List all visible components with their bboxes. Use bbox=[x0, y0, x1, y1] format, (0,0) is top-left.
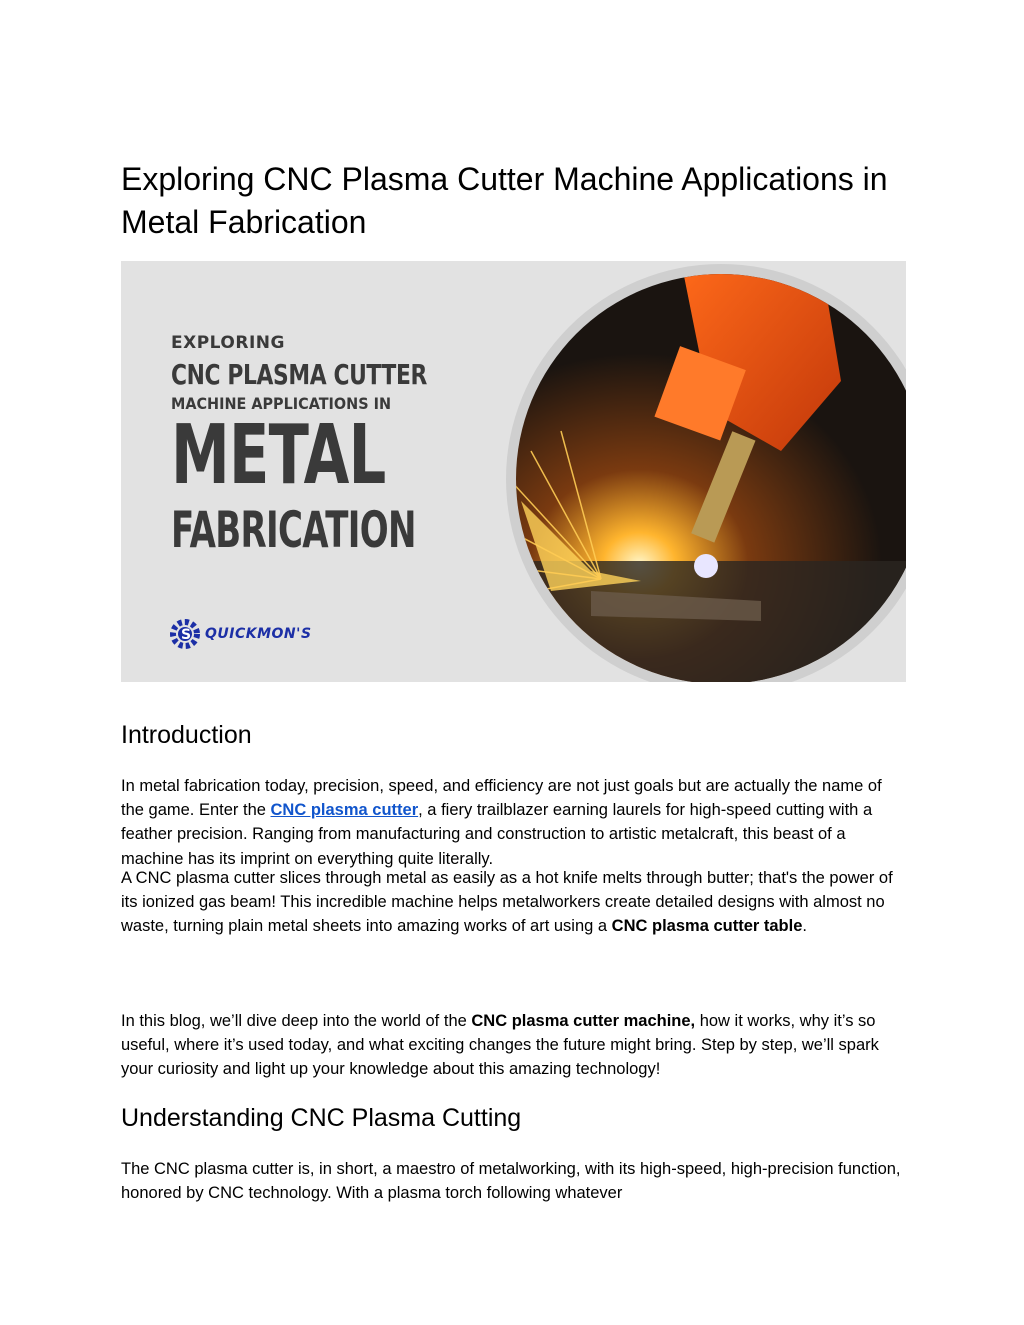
intro-paragraph-3 bbox=[121, 1009, 906, 1082]
gear-icon bbox=[167, 616, 203, 652]
hero-line-fabrication: FABRICATION bbox=[171, 501, 416, 559]
heading-understanding: Understanding CNC Plasma Cutting bbox=[121, 1104, 522, 1132]
logo-text: QUICKMON'S bbox=[205, 626, 312, 642]
intro-paragraph-2 bbox=[121, 866, 906, 939]
page-title: Exploring CNC Plasma Cutter Machine Applications in Metal Fabrication bbox=[121, 161, 888, 240]
hero-image bbox=[121, 261, 906, 682]
heading-introduction: Introduction bbox=[121, 721, 252, 749]
text-run: how it works, why it’s so useful, where it’s used today, and what exciting changes the future might bring. Step by step, we’ll spark your curiosity and light up your knowledge about this amazing technology! bbox=[121, 1012, 879, 1079]
text-run: In metal fabrication today, precision, speed, and efficiency are not just goals but are actually the name of the game. Enter the bbox=[121, 777, 882, 820]
company-logo bbox=[167, 616, 312, 652]
text-run: , a fiery trailblazer earning laurels for high-speed cutting with a feather precision. Ranging from manufacturing and construction to artistic metalcraft, this beast of a machine has its imprint on everything quite literally. bbox=[121, 801, 873, 868]
text-run: A CNC plasma cutter slices through metal as easily as a hot knife melts through butter; that's the power of its ionized gas beam! This incredible machine helps metalworkers create detailed designs with almost no waste, turning plain metal sheets into amazing works of art using a bbox=[121, 869, 893, 936]
understanding-paragraph-1: The CNC plasma cutter is, in short, a maestro of metalworking, with its high-speed, high-precision function, honored by CNC technology. With a plasma torch following whatever bbox=[121, 1160, 901, 1203]
hero-line-machine: MACHINE APPLICATIONS IN bbox=[171, 394, 392, 413]
bold-text: CNC plasma cutter machine, bbox=[471, 1012, 696, 1030]
text-run: In this blog, we’ll dive deep into the world of the bbox=[121, 1012, 472, 1030]
hero-line-cnc: CNC PLASMA CUTTER bbox=[171, 358, 427, 391]
svg-text:S: S bbox=[181, 627, 192, 643]
bold-text: CNC plasma cutter table bbox=[611, 917, 803, 936]
hero-line-exploring: EXPLORING bbox=[171, 333, 285, 353]
intro-paragraph-1 bbox=[121, 774, 906, 871]
hero-line-metal: METAL bbox=[171, 408, 386, 503]
cnc-plasma-cutter-link[interactable]: CNC plasma cutter bbox=[270, 801, 419, 820]
text-run: . bbox=[802, 917, 807, 936]
